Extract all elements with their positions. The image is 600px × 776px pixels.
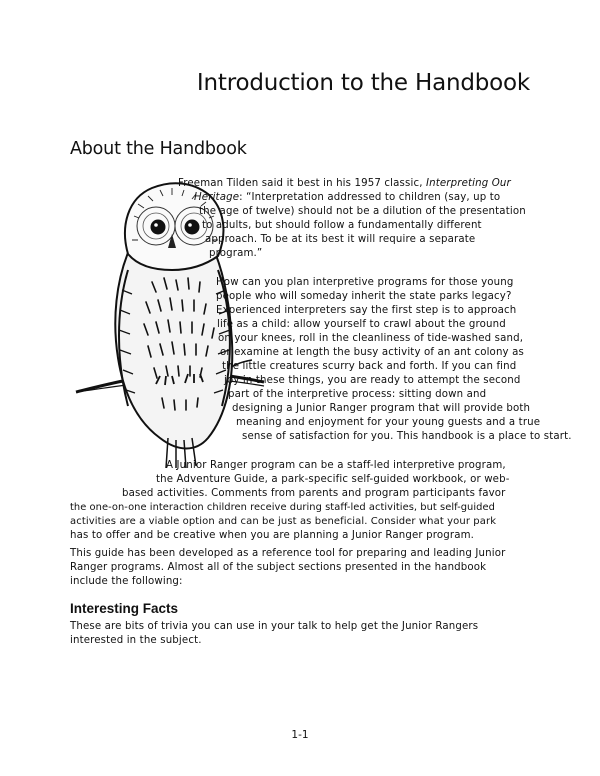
para3-line-5: activities are a viable option and can be just as beneficial. Consider what your park bbox=[70, 516, 497, 527]
para2-line-3: Experienced interpreters say the first step is to approach bbox=[216, 305, 517, 316]
para4-line-1: This guide has been developed as a reference tool for preparing and leading Junior bbox=[70, 548, 506, 559]
para3-line-1: A Junior Ranger program can be a staff-led interpretive program, bbox=[166, 460, 506, 471]
para5-line-2: interested in the subject. bbox=[70, 635, 202, 646]
intro-line-2-text: : “Interpretation addressed to children (say, up to bbox=[239, 192, 501, 203]
interesting-facts-heading: Interesting Facts bbox=[70, 601, 179, 616]
para2-line-7: the little creatures scurry back and forth. If you can find bbox=[222, 361, 517, 372]
intro-line-2 bbox=[194, 191, 500, 205]
para2-line-4: life as a child: allow yourself to crawl about the ground bbox=[217, 319, 506, 330]
para3-line-6: has to offer and be creative when you are planning a Junior Ranger program. bbox=[70, 530, 475, 541]
intro-line-3: the age of twelve) should not be a dilution of the presentation bbox=[199, 206, 526, 217]
para3-line-3: based activities. Comments from parents and program participants favor bbox=[122, 488, 506, 499]
para2-line-9: part of the interpretive process: sitting down and bbox=[228, 389, 487, 400]
intro-line-5: approach. To be at its best it will require a separate bbox=[205, 234, 476, 245]
page-title: Introduction to the Handbook bbox=[196, 70, 530, 96]
para4-line-3: include the following: bbox=[70, 576, 183, 587]
para2-line-11: meaning and enjoyment for your young guests and a true bbox=[236, 417, 541, 428]
para2-line-1: How can you plan interpretive programs for those young bbox=[216, 277, 514, 288]
section-heading: About the Handbook bbox=[70, 139, 247, 159]
intro-line-1 bbox=[178, 177, 511, 191]
para2-line-6: or examine at length the busy activity of an ant colony as bbox=[220, 347, 524, 358]
book-title-part-1: Interpreting Our bbox=[425, 178, 511, 189]
para2-line-8: joy in these things, you are ready to attempt the second bbox=[224, 375, 521, 386]
book-title-part-2: Heritage bbox=[194, 192, 240, 203]
para3-line-2: the Adventure Guide, a park-specific self-guided workbook, or web- bbox=[156, 474, 510, 485]
page-number: 1-1 bbox=[291, 729, 309, 741]
intro-line-1-text: Freeman Tilden said it best in his 1957 classic, bbox=[178, 178, 423, 189]
para2-line-2: people who will someday inherit the state parks legacy? bbox=[216, 291, 512, 302]
para3-line-4: the one-on-one interaction children receive during staff-led activities, but self-guided bbox=[70, 502, 495, 513]
intro-line-6: program.” bbox=[209, 248, 263, 259]
para2-line-5: on your knees, roll in the cleanliness of tide-washed sand, bbox=[218, 333, 524, 344]
para5-line-1: These are bits of trivia you can use in your talk to help get the Junior Rangers bbox=[70, 621, 479, 632]
para2-line-12: sense of satisfaction for you. This handbook is a place to start. bbox=[242, 431, 572, 442]
intro-line-4: to adults, but should follow a fundamentally different bbox=[202, 220, 482, 231]
para4-line-2: Ranger programs. Almost all of the subject sections presented in the handbook bbox=[70, 562, 487, 573]
para2-line-10: designing a Junior Ranger program that will provide both bbox=[232, 403, 531, 414]
